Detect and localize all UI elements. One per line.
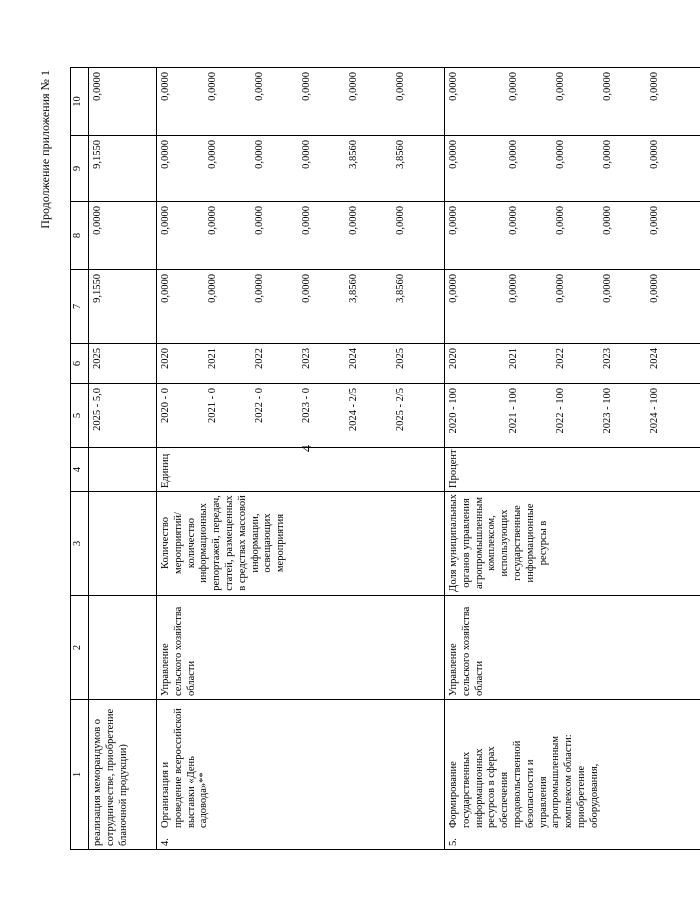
row4-years <box>157 344 445 384</box>
row4-federal-values <box>157 202 445 270</box>
row5-target: 2021 - 100 <box>508 388 519 434</box>
row4-regional: 0,0000 <box>207 140 218 169</box>
row5-other: 0,0000 <box>602 72 613 101</box>
row5-total: 0,0000 <box>555 274 566 303</box>
row4-year: 2023 <box>301 348 312 369</box>
table-row-continued <box>89 68 157 850</box>
row4-target: 2025 - 2/5 <box>395 388 406 432</box>
row4-regional: 0,0000 <box>160 140 171 169</box>
row5-total: 0,0000 <box>602 274 613 303</box>
row5-total: 0,0000 <box>448 274 459 303</box>
row4-total: 0,0000 <box>207 274 218 303</box>
row4-totals <box>157 270 445 344</box>
row4-other: 0,0000 <box>348 72 359 101</box>
row4-total: 3,8560 <box>348 274 359 303</box>
row5-other: 0,0000 <box>555 72 566 101</box>
header-row <box>71 68 89 850</box>
row4-regional: 3,8560 <box>395 140 406 169</box>
row4-total: 3,8560 <box>395 274 406 303</box>
row5-federal-values <box>445 202 700 270</box>
row5-other: 0,0000 <box>649 72 660 101</box>
row5-regional-values <box>445 136 700 202</box>
program-table <box>70 67 700 850</box>
continued-text: реализация меморандумов о сотрудничестве, приобретение бланочной продукции) <box>89 700 157 850</box>
row4-year: 2021 <box>207 348 218 369</box>
row4-federal: 0,0000 <box>395 206 406 235</box>
row4-year: 2024 <box>348 348 359 369</box>
row5-other: 0,0000 <box>508 72 519 101</box>
row4-regional: 3,8560 <box>348 140 359 169</box>
header-col-4: 4 <box>71 448 89 492</box>
row5-total: 0,0000 <box>649 274 660 303</box>
page-number: 4 <box>300 445 315 452</box>
row4-year: 2022 <box>254 348 265 369</box>
row5-target: 2024 - 100 <box>649 388 660 434</box>
row4-total: 0,0000 <box>160 274 171 303</box>
row5-federal: 0,0000 <box>649 206 660 235</box>
header-col-7: 7 <box>71 270 89 344</box>
row4-head-other: 0,0000 <box>89 68 157 136</box>
row4-regional-values <box>157 136 445 202</box>
row5-year: 2022 <box>555 348 566 369</box>
row4-regional: 0,0000 <box>254 140 265 169</box>
row5-year: 2021 <box>508 348 519 369</box>
header-col-10: 10 <box>71 68 89 136</box>
row4-federal: 0,0000 <box>207 206 218 235</box>
continuation-title: Продолжение приложения № 1 <box>38 70 52 229</box>
row5-indicator: Доля муниципальных органов управления агропромышленным комплексом, использующих государственные информационные ресурсы в <box>445 492 700 596</box>
header-col-2: 2 <box>71 596 89 700</box>
header-col-5: 5 <box>71 384 89 448</box>
row4-year: 2020 <box>160 348 171 369</box>
row4-federal: 0,0000 <box>254 206 265 235</box>
header-col-8: 8 <box>71 202 89 270</box>
row5-years <box>445 344 700 384</box>
row4-other: 0,0000 <box>301 72 312 101</box>
row5-regional: 0,0000 <box>555 140 566 169</box>
row4-head-total: 9,1550 <box>89 270 157 344</box>
row4-target: 2020 - 0 <box>160 388 171 423</box>
row5-totals <box>445 270 700 344</box>
row4-head-federal: 0,0000 <box>89 202 157 270</box>
row5-federal: 0,0000 <box>555 206 566 235</box>
row5-federal: 0,0000 <box>448 206 459 235</box>
row4-target: 2024 - 2/5 <box>348 388 359 432</box>
row5-year: 2024 <box>649 348 660 369</box>
row4-indicator: Количество мероприятий/ количество информационных репортажей, передач, статей, размещенных в средствах массовой информации, освещающих мероприятия <box>157 492 445 596</box>
table-row-5 <box>445 68 700 850</box>
header-col-9: 9 <box>71 136 89 202</box>
row4-other: 0,0000 <box>395 72 406 101</box>
row5-federal: 0,0000 <box>508 206 519 235</box>
header-col-1: 1 <box>71 700 89 850</box>
table-row-4 <box>157 68 445 850</box>
row5-targets <box>445 384 700 448</box>
row4-federal: 0,0000 <box>348 206 359 235</box>
row4-number: 4. <box>160 838 171 846</box>
row5-year: 2023 <box>602 348 613 369</box>
row5-other: 0,0000 <box>448 72 459 101</box>
row5-target: 2023 - 100 <box>602 388 613 434</box>
row5-regional: 0,0000 <box>508 140 519 169</box>
row4-other: 0,0000 <box>160 72 171 101</box>
row4-target: 2023 - 0 <box>301 388 312 423</box>
row5-title: Формирование государственных информационных ресурсов в сферах обеспечения продовольственной безопасности и управления агропромышленным комплексом области: приобретение оборудования, <box>448 734 600 828</box>
row4-head-regional: 9,1550 <box>89 136 157 202</box>
rotated-page <box>38 30 660 850</box>
row4-target: 2021 - 0 <box>207 388 218 423</box>
row5-total: 0,0000 <box>508 274 519 303</box>
row4-target: 2022 - 0 <box>254 388 265 423</box>
row4-head-target: 2025 - 5,0 <box>89 384 157 448</box>
row4-regional: 0,0000 <box>301 140 312 169</box>
row4-other: 0,0000 <box>254 72 265 101</box>
row5-federal: 0,0000 <box>602 206 613 235</box>
row5-number: 5. <box>448 838 459 846</box>
row4-targets <box>157 384 445 448</box>
row5-unit: Процент <box>445 448 700 492</box>
row4-federal: 0,0000 <box>301 206 312 235</box>
row4-year: 2025 <box>395 348 406 369</box>
row4-head-year: 2025 <box>89 344 157 384</box>
row4-total: 0,0000 <box>301 274 312 303</box>
row4-total: 0,0000 <box>254 274 265 303</box>
row4-other-values <box>157 68 445 136</box>
row4-federal: 0,0000 <box>160 206 171 235</box>
row5-year: 2020 <box>448 348 459 369</box>
row5-regional: 0,0000 <box>448 140 459 169</box>
row4-title: Организация и проведение всероссийской выставки «День садовода»** <box>160 708 210 828</box>
row5-executor: Управление сельского хозяйства области <box>445 596 700 700</box>
row4-unit: Единиц <box>157 448 445 492</box>
header-col-6: 6 <box>71 344 89 384</box>
row4-other: 0,0000 <box>207 72 218 101</box>
header-col-3: 3 <box>71 492 89 596</box>
row4-executor: Управление сельского хозяйства области <box>157 596 445 700</box>
row5-regional: 0,0000 <box>602 140 613 169</box>
row5-regional: 0,0000 <box>649 140 660 169</box>
row5-target: 2020 - 100 <box>448 388 459 434</box>
row5-target: 2022 - 100 <box>555 388 566 434</box>
row5-other-values <box>445 68 700 136</box>
